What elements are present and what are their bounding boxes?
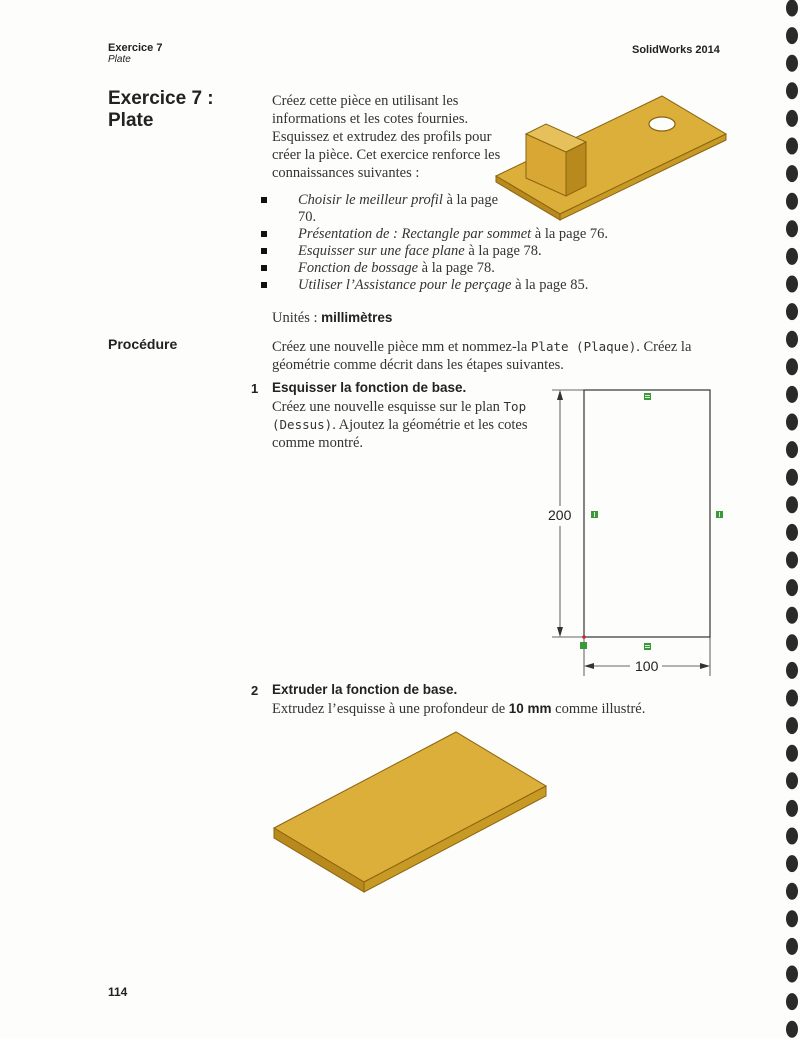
step-1-number: 1 <box>251 381 259 396</box>
step-2-number: 2 <box>251 683 259 698</box>
binding-ring <box>786 248 798 265</box>
header-subtitle: Plate <box>108 54 131 65</box>
bullet-square-icon <box>261 265 267 271</box>
sketch-drawing <box>544 380 734 680</box>
arrow-up-icon <box>557 390 563 400</box>
plane-name: Top (Dessus) <box>272 399 527 432</box>
horizontal-relation-icon <box>644 643 651 650</box>
hole <box>649 117 675 131</box>
step-2-text: Extrudez l’esquisse à une profondeur de 10 mm comme illustré. <box>272 701 646 717</box>
exercise-title <box>108 88 214 132</box>
binding-ring <box>786 441 798 458</box>
binding-ring <box>786 524 798 541</box>
procedure-title: Procédure <box>108 336 178 352</box>
binding-ring <box>786 552 798 569</box>
part-name: Plate (Plaque) <box>530 339 637 354</box>
binding-ring <box>786 386 798 403</box>
skill-item: Esquisser sur une face plane à la page 78. <box>260 243 680 260</box>
skill-link[interactable]: Fonction de bossage <box>298 260 419 276</box>
arrow-left-icon <box>584 663 594 669</box>
page-number: 114 <box>108 985 128 999</box>
coincident-relation-icon <box>580 642 587 649</box>
binding-ring <box>786 579 798 596</box>
skill-link[interactable]: Utiliser l’Assistance pour le perçage <box>298 277 512 293</box>
running-header-right: SolidWorks 2014 <box>632 44 720 56</box>
running-header-left <box>108 42 162 66</box>
binding-ring <box>786 82 798 99</box>
binding-ring <box>786 1021 798 1038</box>
skill-item: Choisir le meilleur profil à la page 70. <box>260 192 506 226</box>
units-line <box>272 310 392 327</box>
binding-ring <box>786 993 798 1010</box>
binding-ring <box>786 966 798 983</box>
step-1-text: Créez une nouvelle esquisse sur le plan Top (Dessus). Ajoutez la géométrie et les cotes comme montré. <box>272 399 528 451</box>
skill-link[interactable]: Présentation de : Rectangle par sommet <box>298 226 532 242</box>
binding-ring <box>786 828 798 845</box>
header-chapter: Exercice 7 <box>108 42 163 54</box>
binding-ring <box>786 110 798 127</box>
skill-item: Présentation de : Rectangle par sommet à la page 76. <box>260 226 680 243</box>
step-1-title: Esquisser la fonction de base. <box>272 380 467 395</box>
binding-ring <box>786 662 798 679</box>
binding-ring <box>786 193 798 210</box>
binding-ring <box>786 358 798 375</box>
arrow-right-icon <box>700 663 710 669</box>
binding-ring <box>786 276 798 293</box>
extruded-plate-illustration <box>268 728 550 898</box>
binding-ring <box>786 690 798 707</box>
binding-ring <box>786 883 798 900</box>
skill-link[interactable]: Esquisser sur une face plane <box>298 243 465 259</box>
binding-ring <box>786 607 798 624</box>
binding-ring <box>786 414 798 431</box>
binding-ring <box>786 0 798 17</box>
step-2-title: Extruder la fonction de base. <box>272 682 458 697</box>
spiral-binding <box>766 0 800 1039</box>
binding-ring <box>786 745 798 762</box>
binding-ring <box>786 55 798 72</box>
sketch-rectangle <box>584 390 710 637</box>
exercise-title-line2: Plate <box>108 110 154 131</box>
skill-item: Fonction de bossage à la page 78. <box>260 260 680 277</box>
binding-ring <box>786 634 798 651</box>
binding-ring <box>786 138 798 155</box>
procedure-text: Créez une nouvelle pièce mm et nommez-la Plate (Plaque). Créez la géométrie comme décrit dans les étapes suivantes. <box>272 339 692 373</box>
depth-value: 10 mm <box>508 701 552 716</box>
binding-ring <box>786 165 798 182</box>
dim-width-text: 100 <box>635 658 659 674</box>
origin-point <box>582 635 586 639</box>
skills-list <box>260 192 680 294</box>
binding-ring <box>786 496 798 513</box>
units-value: millimètres <box>321 310 393 325</box>
dim-height-text: 200 <box>548 507 572 523</box>
binding-ring <box>786 910 798 927</box>
binding-ring <box>786 220 798 237</box>
binding-ring <box>786 717 798 734</box>
binding-ring <box>786 27 798 44</box>
exercise-title-line1: Exercice 7 : <box>108 88 214 109</box>
horizontal-relation-icon <box>644 393 651 400</box>
binding-ring <box>786 772 798 789</box>
units-label: Unités : <box>272 310 322 326</box>
binding-ring <box>786 469 798 486</box>
binding-ring <box>786 303 798 320</box>
skill-item: Utiliser l’Assistance pour le perçage à la page 85. <box>260 277 680 294</box>
bullet-square-icon <box>261 231 267 237</box>
binding-ring <box>786 855 798 872</box>
binding-ring <box>786 938 798 955</box>
binding-ring <box>786 331 798 348</box>
bullet-square-icon <box>261 282 267 288</box>
bullet-square-icon <box>261 197 267 203</box>
bullet-square-icon <box>261 248 267 254</box>
skill-link[interactable]: Choisir le meilleur profil <box>298 192 443 208</box>
binding-rings <box>786 0 798 1038</box>
arrow-down-icon <box>557 627 563 637</box>
binding-ring <box>786 800 798 817</box>
exercise-intro: Créez cette pièce en utilisant les informations et les cotes fournies. Esquissez et extrudez des profils pour créer la pièce. Cet exercice renforce les connaissances suivantes : <box>272 93 501 181</box>
